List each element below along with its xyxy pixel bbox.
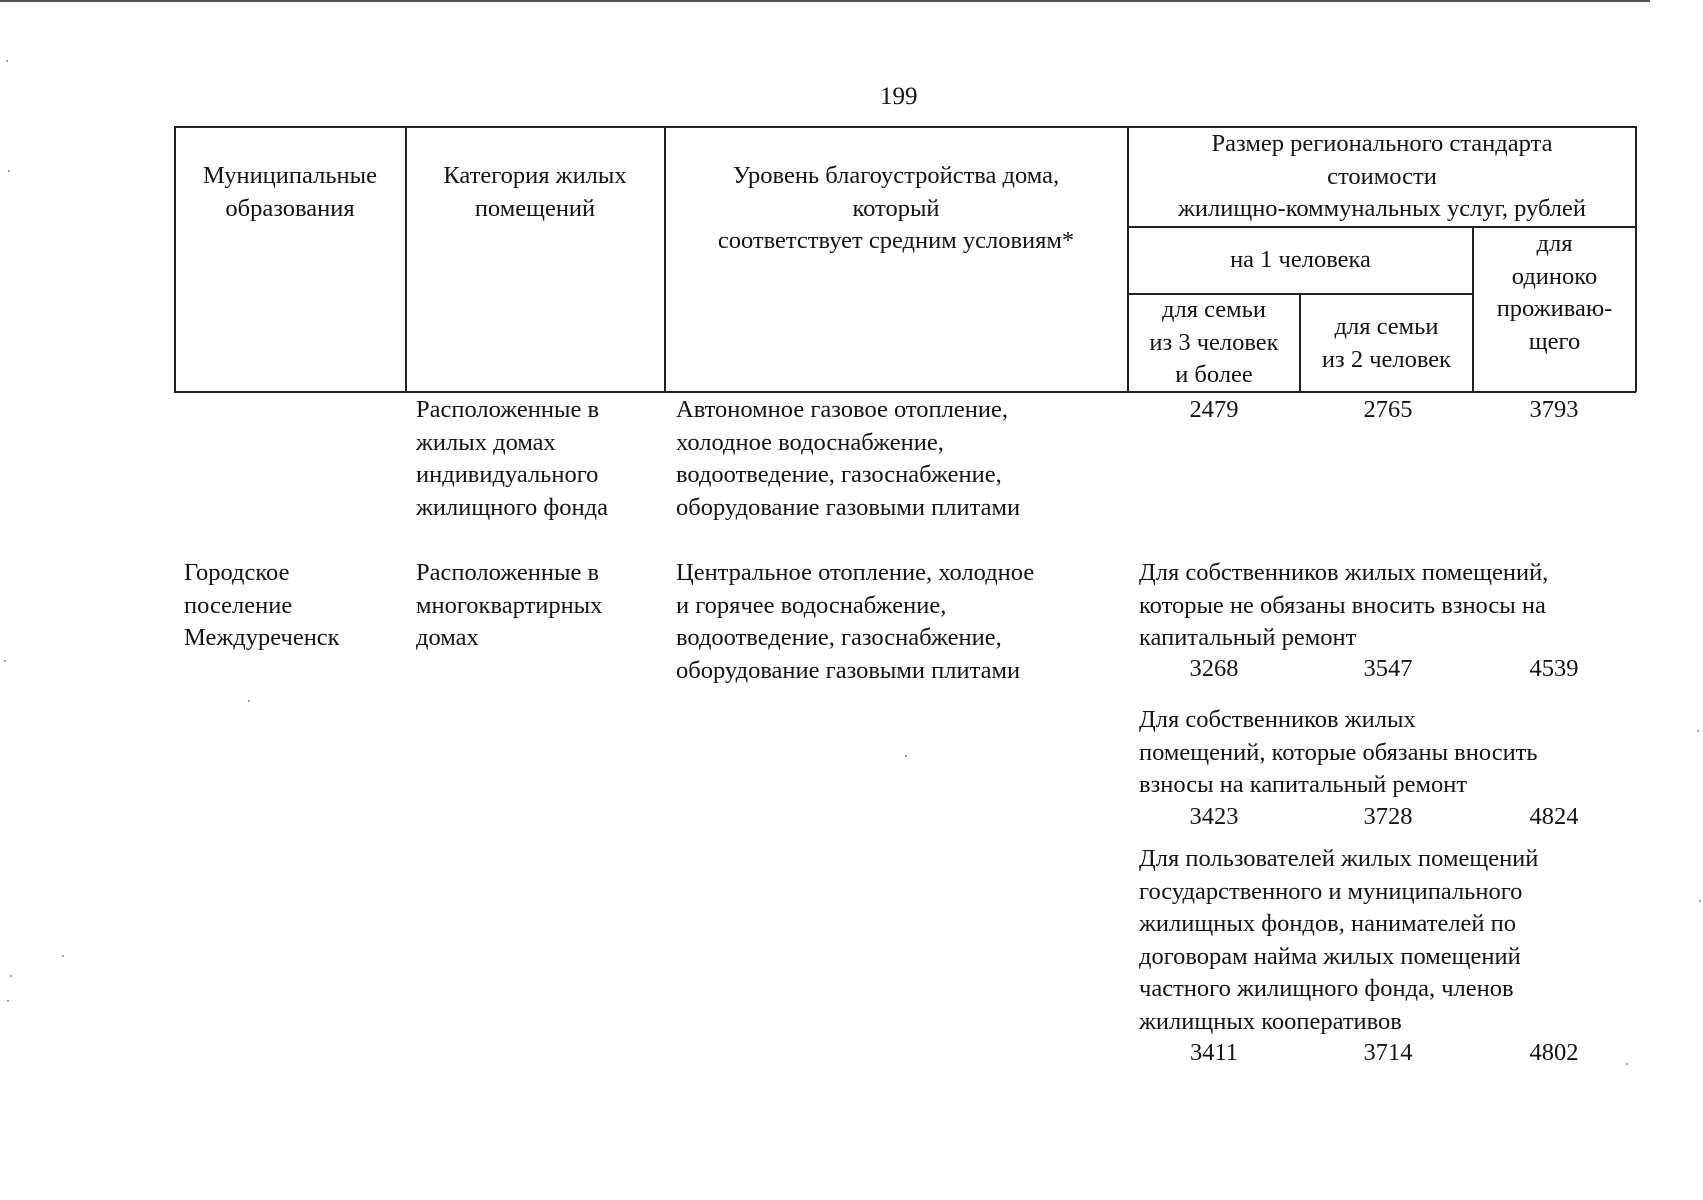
header-family2: для семьи из 2 человек bbox=[1321, 313, 1452, 373]
group3-value-family3: 3411 bbox=[1189, 1039, 1239, 1066]
group2-value-single: 4824 bbox=[1529, 803, 1579, 830]
row1-value-family3: 2479 bbox=[1189, 396, 1239, 423]
group3-description: Для пользователей жилых помещений государственного и муниципального жилищных фондов, нанимателей по договорам найма жилых помещений частного жилищного фонда, членов жилищных кооперативов bbox=[1139, 845, 1539, 1035]
group2-description: Для собственников жилых помещений, которые обязаны вносить взносы на капитальный ремонт bbox=[1139, 706, 1538, 798]
group1-description: Для собственников жилых помещений, которые не обязаны вносить взносы на капитальный ремонт bbox=[1139, 559, 1549, 651]
header-level: Уровень благоустройства дома, который соответствует средним условиям* bbox=[717, 162, 1075, 254]
row2-category: Расположенные в многоквартирных домах bbox=[416, 559, 603, 651]
group3-value-single: 4802 bbox=[1529, 1039, 1579, 1066]
header-municipal: Муниципальные образования bbox=[203, 162, 377, 222]
row2-municipal: Городское поселение Междуреченск bbox=[184, 559, 340, 651]
page-number: 199 bbox=[880, 83, 918, 110]
row1-category: Расположенные в жилых домах индивидуального жилищного фонда bbox=[416, 396, 608, 521]
header-per-person: на 1 человека bbox=[1230, 246, 1371, 273]
group1-value-family3: 3268 bbox=[1189, 655, 1239, 682]
header-category: Категория жилых помещений bbox=[443, 162, 627, 222]
header-size: Размер регионального стандарта стоимости жилищно-коммунальных услуг, рублей bbox=[1177, 130, 1587, 222]
group2-value-family3: 3423 bbox=[1189, 803, 1239, 830]
header-family3: для семьи из 3 человек и более bbox=[1149, 296, 1279, 388]
row1-value-single: 3793 bbox=[1529, 396, 1579, 423]
group1-value-single: 4539 bbox=[1529, 655, 1579, 682]
header-single: для одиноко проживаю- щего bbox=[1496, 230, 1613, 355]
top-border-line bbox=[0, 0, 1650, 2]
group2-value-family2: 3728 bbox=[1363, 803, 1413, 830]
group1-value-family2: 3547 bbox=[1363, 655, 1413, 682]
row1-value-family2: 2765 bbox=[1363, 396, 1413, 423]
row2-level: Центральное отопление, холодное и горячее водоснабжение, водоотведение, газоснабжение, оборудование газовыми плитами bbox=[676, 559, 1035, 684]
group3-value-family2: 3714 bbox=[1363, 1039, 1413, 1066]
row1-level: Автономное газовое отопление, холодное водоснабжение, водоотведение, газоснабжение, оборудование газовыми плитами bbox=[676, 396, 1021, 521]
